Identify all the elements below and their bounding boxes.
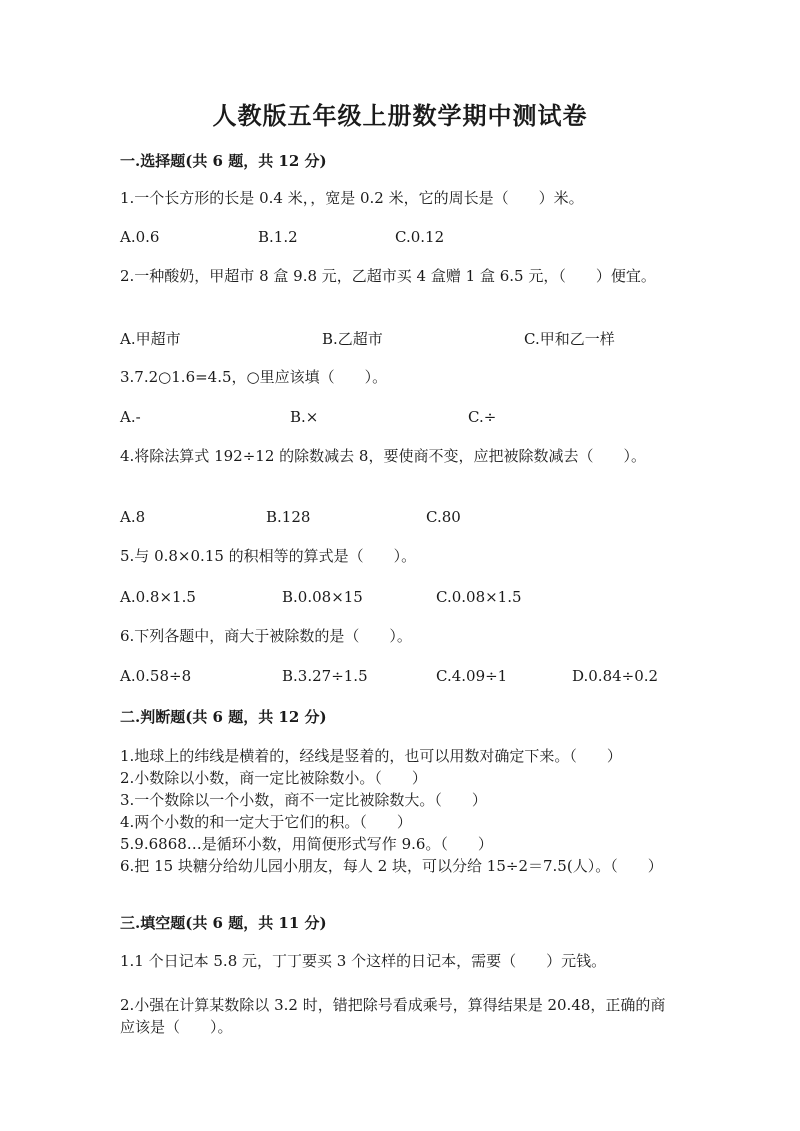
option-b: B.1.2: [258, 228, 298, 246]
option-a: A.8: [120, 508, 146, 526]
option-b: B.3.27÷1.5: [282, 667, 368, 685]
option-d: D.0.84÷0.2: [572, 667, 659, 685]
option-c: C.4.09÷1: [436, 667, 508, 685]
option-c: C.0.12: [395, 228, 445, 246]
option-b: B.128: [266, 508, 311, 526]
option-c: C.80: [426, 508, 461, 526]
option-c: C.÷: [468, 408, 497, 426]
judgement-item: 2.小数除以小数，商一定比被除数小。（ ）: [120, 769, 427, 787]
option-c: C.甲和乙一样: [524, 330, 615, 348]
section-heading-fill-blank: 三.填空题(共 6 题，共 11 分): [120, 914, 327, 932]
fill-blank-item: 1.1 个日记本 5.8 元，丁丁要买 3 个这样的日记本，需要（ ）元钱。: [120, 952, 607, 970]
judgement-item: 1.地球上的纬线是横着的，经线是竖着的，也可以用数对确定下来。（ ）: [120, 747, 622, 765]
option-a: A.0.8×1.5: [120, 588, 196, 606]
section-heading-choice: 一.选择题(共 6 题，共 12 分): [120, 152, 327, 170]
judgement-item: 5.9.6868…是循环小数，用简便形式写作 9.6。（ ）: [120, 835, 493, 853]
judgement-item: 3.一个数除以一个小数，商不一定比被除数大。（ ）: [120, 791, 487, 809]
option-a: A.0.58÷8: [120, 667, 192, 685]
question-text: 6.下列各题中，商大于被除数的是（ ）。: [120, 627, 412, 645]
option-c: C.0.08×1.5: [436, 588, 522, 606]
question-text: 2.一种酸奶，甲超市 8 盒 9.8 元，乙超市买 4 盒赠 1 盒 6.5 元，（ ）便宜。: [120, 267, 656, 285]
option-a: A.甲超市: [120, 330, 181, 348]
judgement-item: 6.把 15 块糖分给幼儿园小朋友，每人 2 块，可以分给 15÷2＝7.5(人）。（ ）: [120, 857, 663, 875]
question-text: 5.与 0.8×0.15 的积相等的算式是（ ）。: [120, 547, 417, 565]
judgement-item: 4.两个小数的和一定大于它们的积。（ ）: [120, 813, 412, 831]
question-text: 3.7.2○1.6=4.5，○里应该填（ ）。: [120, 368, 388, 386]
option-a: A.-: [120, 408, 141, 426]
option-b: B.乙超市: [322, 330, 383, 348]
question-text: 4.将除法算式 192÷12 的除数减去 8，要使商不变，应把被除数减去（ ）。: [120, 447, 646, 465]
question-text: 1.一个长方形的长是 0.4 米，，宽是 0.2 米，它的周长是（ ）米。: [120, 189, 584, 207]
option-a: A.0.6: [120, 228, 160, 246]
option-b: B.×: [290, 408, 319, 426]
page-title: 人教版五年级上册数学期中测试卷: [212, 101, 588, 130]
section-heading-true-false: 二.判断题(共 6 题，共 12 分): [120, 708, 327, 726]
option-b: B.0.08×15: [282, 588, 363, 606]
fill-blank-item: 2.小强在计算某数除以 3.2 时，错把除号看成乘号，算得结果是 20.48，正确的商应该是（ ）。: [120, 996, 666, 1036]
